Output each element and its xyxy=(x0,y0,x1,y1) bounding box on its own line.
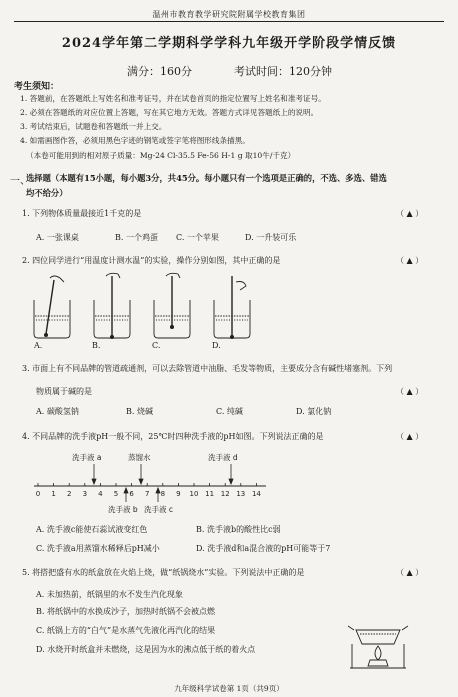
note-item: 4. 如需画图作答，必须用黑色字迹的钢笔或签字笔将图形线条描黑。 xyxy=(20,136,250,145)
label-wash-a: 洗手液 a xyxy=(72,453,102,462)
q2-option-a: A. xyxy=(34,341,43,350)
q2-option-c: C. xyxy=(152,341,161,350)
ph-tick-label: 14 xyxy=(251,490,261,498)
answer-mark: （ ▲ ） xyxy=(396,256,424,265)
ph-tick-label: 10 xyxy=(189,490,199,498)
paper-pot-diagram xyxy=(346,616,410,674)
ph-tick-label: 9 xyxy=(176,490,181,498)
ph-tick-label: 4 xyxy=(98,490,103,498)
ph-tick-label: 13 xyxy=(236,490,246,498)
note-item: 1. 答题前，在答题纸上写姓名和准考证号，并在试卷首页的指定位置写上姓名和准考证号。 xyxy=(20,94,326,103)
section-heading: 选择题（本题有15小题，每小题3分，共45分。每小题只有一个选项是正确的，不选、多选、错选 xyxy=(26,173,387,183)
thermometer-diagram-d xyxy=(214,276,250,339)
q5-option-c: C. 纸锅上方的“白气”是水蒸气先液化再汽化的结果 xyxy=(36,626,216,635)
q4-option-c: C. 洗手液a用蒸馏水稀释后pH减小 xyxy=(36,544,160,553)
q4-option-a: A. 洗手液c能使石蕊试液变红色 xyxy=(36,525,148,534)
note-item: 2. 必须在答题纸的对应位置上答题，写在其它地方无效。答题方式详见答题纸上的说明。 xyxy=(20,108,319,117)
question-1-stem: 1. 下列物体质量最接近1千克的是 xyxy=(22,209,142,218)
thermometer-diagram-b xyxy=(94,273,130,338)
arrow-head-d xyxy=(229,479,233,484)
q5-option-a: A. 未加热前，纸锅里的水不发生汽化现象 xyxy=(36,590,183,599)
section-number: 一、 xyxy=(10,176,30,187)
question-5-stem: 5. 将搭把盛有水的纸盒放在火焰上烧，做“纸锅烧水”实验。下列说法中正确的是 xyxy=(22,568,305,577)
page-footer: 九年级科学试卷第 1页（共9页） xyxy=(174,684,284,693)
thermometer-diagram-a xyxy=(34,276,70,338)
ph-tick-label: 1 xyxy=(51,490,56,498)
ph-tick-label: 8 xyxy=(160,490,166,498)
ph-tick-label: 3 xyxy=(82,490,88,498)
question-4-stem: 4. 不同品牌的洗手液pH一般不同，25℃时四种洗手液的pH如图。下列说法正确的是 xyxy=(22,432,324,441)
ph-tick-label: 12 xyxy=(220,490,230,498)
school-name: 温州市教育教学研究院附属学校教育集团 xyxy=(152,10,306,19)
arrow-head-c xyxy=(156,488,160,493)
answer-mark: （ ▲ ） xyxy=(396,387,424,396)
section-heading-cont: 均不给分） xyxy=(26,188,68,198)
q2-option-b: B. xyxy=(92,341,101,350)
question-3-stem: 3. 市面上有不同品牌的管道疏通剂，可以去除管道中油脂、毛发等物质，主要成分含有碱性堵塞剂。下列 xyxy=(22,364,393,373)
exam-title: 2024学年第二学期科学学科九年级开学阶段学情反馈 xyxy=(61,36,397,51)
pot-string xyxy=(348,626,408,630)
ph-tick-label: 11 xyxy=(205,490,215,498)
ph-tick-label: 6 xyxy=(129,490,134,498)
ph-tick-label: 7 xyxy=(144,490,150,498)
answer-mark: （ ▲ ） xyxy=(396,568,424,577)
arrow-head-b xyxy=(124,488,128,493)
q3-option-a: A. 碳酸氢钠 xyxy=(36,407,79,416)
q1-option-a: A. 一张课桌 xyxy=(36,233,79,242)
stand-legs xyxy=(352,644,404,668)
answer-mark: （ ▲ ） xyxy=(396,209,424,218)
answer-mark: （ ▲ ） xyxy=(396,432,424,441)
q3-option-b: B. 烧碱 xyxy=(126,407,153,416)
q5-option-b: B. 将纸锅中的水换成沙子，加热时纸锅不会被点燃 xyxy=(36,607,215,616)
ph-tick-label: 2 xyxy=(66,490,72,498)
q1-option-d: D. 一升装可乐 xyxy=(245,233,297,242)
thermometer-diagram-c xyxy=(154,273,190,338)
notes-heading: 考生须知： xyxy=(14,82,60,92)
full-score: 满分：160分 xyxy=(127,65,192,78)
ph-tick-label: 0 xyxy=(35,490,41,498)
q1-option-c: C. 一个苹果 xyxy=(176,233,219,242)
label-wash-b: 洗手液 b xyxy=(108,505,138,514)
atomic-masses: （本卷可能用到的相对原子质量：Mg-24 Cl-35.5 Fe-56 H-1 g 取10牛/千克） xyxy=(26,151,296,160)
q2-option-d: D. xyxy=(212,341,221,350)
label-wash-c: 洗手液 c xyxy=(144,505,174,514)
thermometer-diagrams xyxy=(30,272,270,352)
ph-scale-diagram xyxy=(28,448,278,520)
q5-option-d: D. 水烧开时纸盒并未燃烧，这是因为水的沸点低于纸的着火点 xyxy=(36,645,256,654)
label-wash-d: 洗手液 d xyxy=(208,453,238,462)
q3-option-d: D. 氯化钠 xyxy=(296,407,332,416)
q4-option-d: D. 洗手液d和a混合液的pH可能等于7 xyxy=(196,544,331,553)
ph-ticks xyxy=(36,483,262,498)
paper-pot xyxy=(356,630,400,644)
lamp-body xyxy=(368,660,388,666)
note-item: 3. 考试结束后，试题卷和答题纸一并上交。 xyxy=(20,122,167,131)
exam-time: 考试时间：120分钟 xyxy=(234,65,332,78)
question-3-stem-cont: 物质属于碱的是 xyxy=(36,387,92,396)
q3-option-c: C. 纯碱 xyxy=(216,407,243,416)
q4-option-b: B. 洗手液b的酸性比c弱 xyxy=(196,525,281,534)
question-2-stem: 2. 四位同学进行“用温度计测水温”的实验，操作分别如图，其中正确的是 xyxy=(22,256,281,265)
ph-tick-label: 5 xyxy=(113,490,119,498)
q1-option-b: B. 一个鸡蛋 xyxy=(115,233,158,242)
arrow-head-water xyxy=(139,479,143,484)
arrow-head-a xyxy=(92,479,96,484)
flame xyxy=(375,646,381,660)
header-rule xyxy=(14,21,444,22)
label-distilled-water: 蒸馏水 xyxy=(128,453,151,462)
